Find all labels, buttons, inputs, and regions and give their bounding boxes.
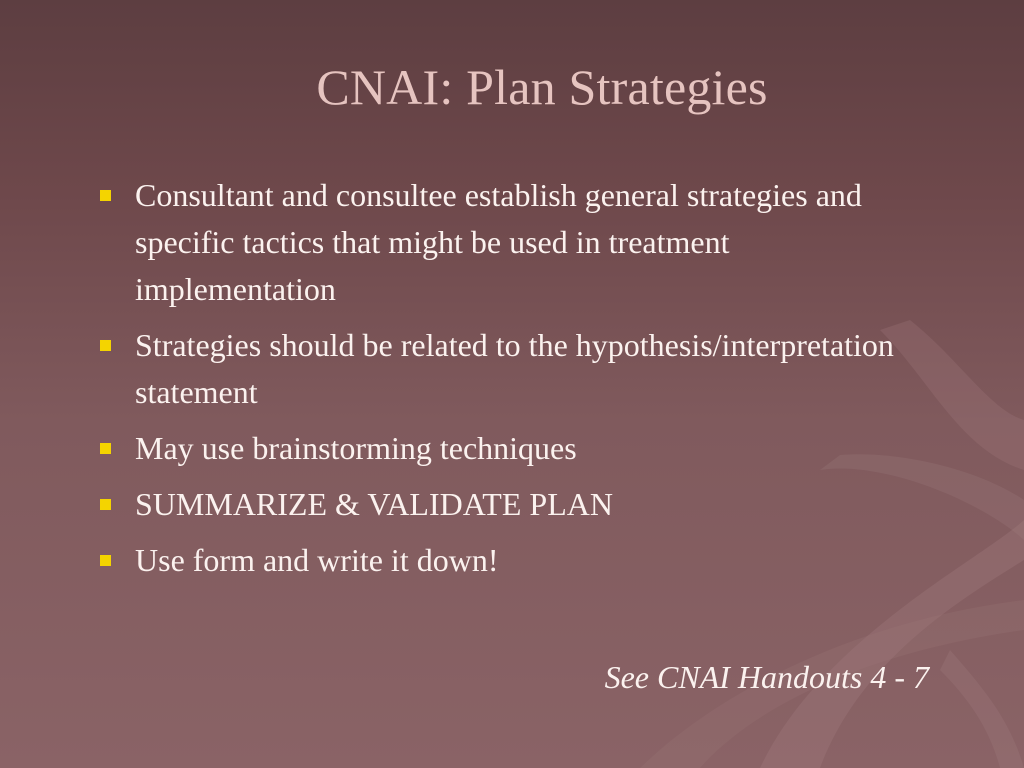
square-bullet-icon <box>100 499 111 510</box>
bullet-item <box>98 322 928 416</box>
bullet-text: Strategies should be related to the hypothesis/interpretation statement <box>135 327 894 410</box>
bullet-text: SUMMARIZE & VALIDATE PLAN <box>135 486 613 522</box>
bullet-list <box>98 172 928 593</box>
bullet-item <box>98 425 928 472</box>
slide-title: CNAI: Plan Strategies <box>316 59 768 115</box>
bullet-item <box>98 172 928 313</box>
square-bullet-icon <box>100 555 111 566</box>
bullet-text: May use brainstorming techniques <box>135 430 577 466</box>
bullet-text: Consultant and consultee establish general strategies and specific tactics that might be used in treatment implementation <box>135 177 862 307</box>
square-bullet-icon <box>100 443 111 454</box>
bullet-item <box>98 481 928 528</box>
handout-reference: See CNAI Handouts 4 - 7 <box>604 659 929 695</box>
square-bullet-icon <box>100 190 111 201</box>
bullet-text: Use form and write it down! <box>135 542 499 578</box>
square-bullet-icon <box>100 340 111 351</box>
bullet-item <box>98 537 928 584</box>
